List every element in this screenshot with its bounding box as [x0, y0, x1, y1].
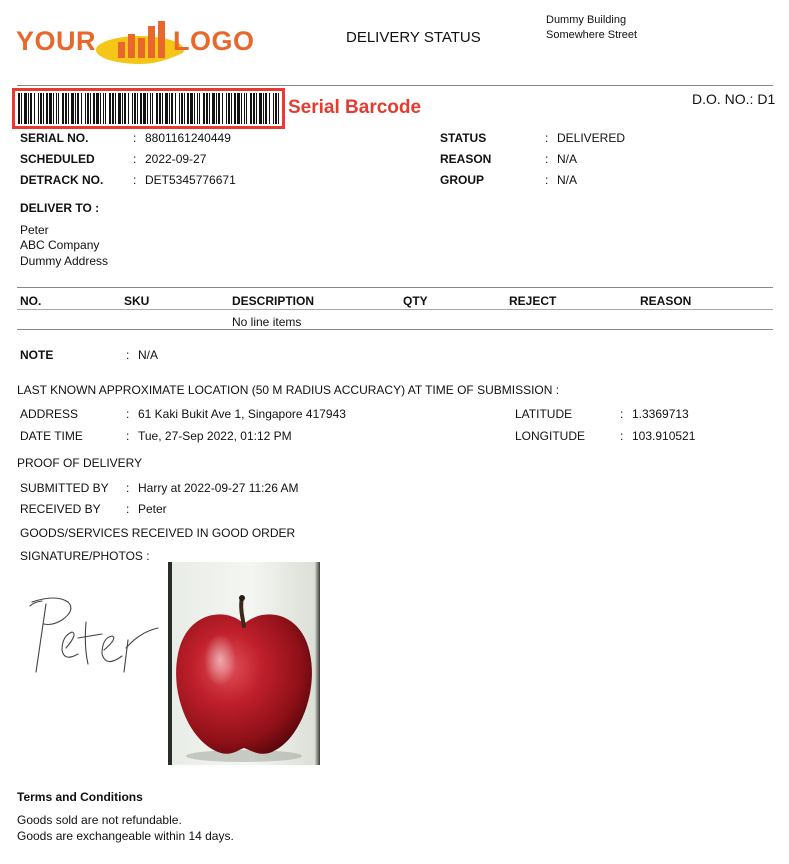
terms-line-2: Goods are exchangeable within 14 days. [17, 829, 234, 843]
header-divider [17, 85, 773, 86]
barcode-annotation-label: Serial Barcode [288, 97, 422, 118]
latitude-sep: : [620, 407, 624, 421]
table-header-rule [17, 309, 773, 310]
note-sep: : [126, 348, 130, 362]
detrack-label: DETRACK NO. [20, 173, 104, 187]
delivery-photo [168, 562, 320, 765]
terms-heading: Terms and Conditions [17, 790, 143, 804]
group-sep: : [545, 173, 549, 187]
note-value: N/A [138, 348, 159, 362]
logo-text-right: LOGO [173, 26, 255, 56]
submitted-by-label: SUBMITTED BY [20, 481, 109, 495]
col-header-sku: SKU [124, 294, 150, 308]
serial-sep: : [133, 131, 137, 145]
location-address-value: 61 Kaki Bukit Ave 1, Singapore 417943 [138, 407, 346, 421]
scheduled-label: SCHEDULED [20, 152, 95, 166]
longitude-value: 103.910521 [632, 429, 696, 443]
received-by-sep: : [126, 502, 130, 516]
address-line-2: Somewhere Street [546, 29, 638, 41]
serial-value: 8801161240449 [145, 131, 231, 145]
received-by-label: RECEIVED BY [20, 502, 101, 516]
logo [16, 14, 255, 66]
company-address [546, 13, 637, 43]
reason-value: N/A [557, 152, 578, 166]
goods-received-text: GOODS/SERVICES RECEIVED IN GOOD ORDER [20, 526, 296, 540]
submitted-by-sep: : [126, 481, 130, 495]
location-datetime-label: DATE TIME [20, 429, 83, 443]
group-value: N/A [557, 173, 578, 187]
group-label: GROUP [440, 173, 485, 187]
reason-sep: : [545, 152, 549, 166]
scheduled-sep: : [133, 152, 137, 166]
detrack-sep: : [133, 173, 137, 187]
table-bottom-rule [17, 329, 773, 330]
logo-text-left: YOUR [16, 26, 97, 56]
status-sep: : [545, 131, 549, 145]
col-header-reject: REJECT [509, 294, 557, 308]
col-header-description: DESCRIPTION [232, 294, 315, 308]
col-header-reason: REASON [640, 294, 692, 308]
reason-label: REASON [440, 152, 492, 166]
table-top-rule [17, 287, 773, 288]
signature-photos-label: SIGNATURE/PHOTOS : [20, 549, 150, 563]
location-datetime-value: Tue, 27-Sep 2022, 01:12 PM [138, 429, 292, 443]
latitude-label: LATITUDE [515, 407, 573, 421]
longitude-sep: : [620, 429, 624, 443]
location-address-sep: : [126, 407, 130, 421]
table-empty-message: No line items [232, 315, 302, 329]
serial-barcode [18, 93, 280, 124]
signature-image [26, 592, 166, 684]
col-header-qty: QTY [403, 294, 428, 308]
address-line-1: Dummy Building [546, 14, 627, 26]
deliver-to-label: DELIVER TO : [20, 201, 100, 215]
note-label: NOTE [20, 348, 54, 362]
status-label: STATUS [440, 131, 487, 145]
document-title: DELIVERY STATUS [346, 29, 481, 46]
submitted-by-value: Harry at 2022-09-27 11:26 AM [138, 481, 299, 495]
do-number: D.O. NO.: D1 [692, 91, 776, 107]
deliver-to-address: Dummy Address [20, 254, 109, 268]
location-address-label: ADDRESS [20, 407, 79, 421]
status-value: DELIVERED [557, 131, 626, 145]
latitude-value: 1.3369713 [632, 407, 689, 421]
serial-label: SERIAL NO. [20, 131, 89, 145]
col-header-no: NO. [20, 294, 42, 308]
location-datetime-sep: : [126, 429, 130, 443]
detrack-value: DET5345776671 [145, 173, 236, 187]
deliver-to-company: ABC Company [20, 238, 100, 252]
proof-heading: PROOF OF DELIVERY [17, 456, 143, 470]
longitude-label: LONGITUDE [515, 429, 586, 443]
received-by-value: Peter [138, 502, 167, 516]
location-heading: LAST KNOWN APPROXIMATE LOCATION (50 M RADIUS ACCURACY) AT TIME OF SUBMISSION : [17, 383, 560, 397]
deliver-to-name: Peter [20, 223, 49, 237]
scheduled-value: 2022-09-27 [145, 152, 207, 166]
terms-line-1: Goods sold are not refundable. [17, 813, 182, 827]
